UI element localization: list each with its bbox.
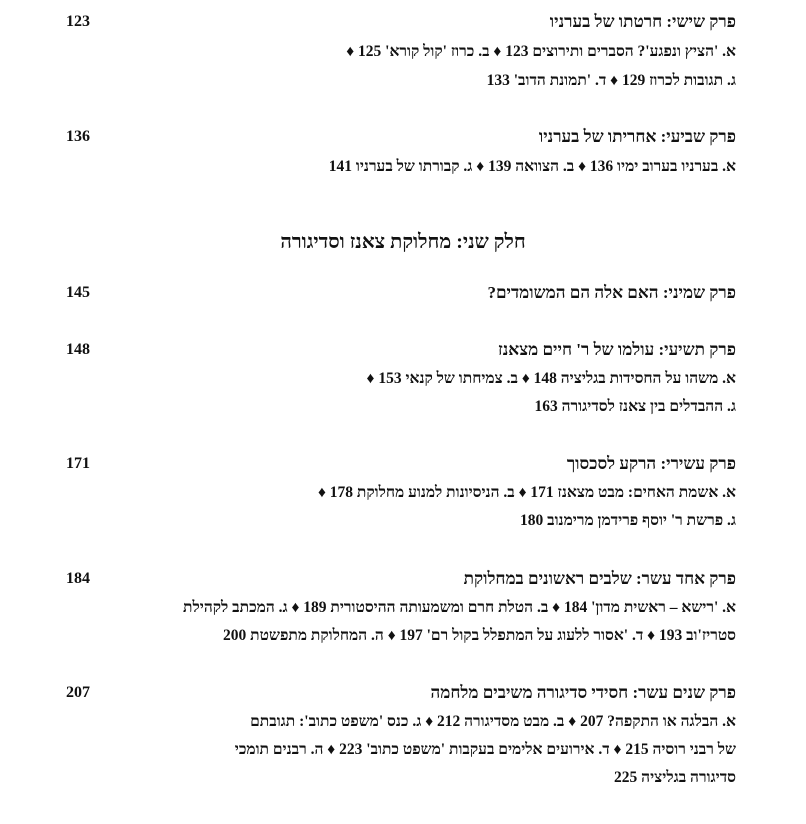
chapter-title: פרק שביעי: אחריתו של בערניו: [538, 127, 736, 146]
subsection-line: א. בערניו בערוב ימיו 136 ♦ ב. הצוואה 139 ♦ ג. קבורתו של בערניו 141: [328, 158, 736, 175]
page-number: 184: [66, 570, 90, 587]
page-number: 148: [66, 341, 90, 358]
subsection-line: ג. תגובות לכרוז 129 ♦ ד. 'תמונת הדוב' 133: [486, 72, 736, 89]
subsection-line: ג. ההבדלים בין צאנז לסדיגורה 163: [534, 398, 736, 415]
chapter-title: פרק עשירי: הרקע לסכסוך: [566, 454, 736, 473]
page-number: 207: [66, 684, 90, 701]
subsection-line: ג. פרשת ר' יוסף פרידמן מרימנוב 180: [520, 512, 736, 529]
subsection-line: א. 'הציץ ונפגע'? הסברים ותירוצים 123 ♦ ב. כרוז 'קול קורא' 125 ♦: [346, 43, 736, 60]
chapter-title: פרק אחד עשר: שלבים ראשונים במחלוקת: [463, 569, 736, 588]
chapter-title: פרק תשיעי: עולמו של ר' חיים מצאנז: [498, 340, 736, 359]
subsection-line: של רבני רוסיה 215 ♦ ד. אירועים אלימים בעקבות 'משפט כתוב' 223 ♦ ה. רבנים תומכי: [234, 741, 736, 758]
subsection-line: א. הבלגה או התקפה? 207 ♦ ב. מבט מסדיגורה 212 ♦ ג. כנס 'משפט כתוב': תגובתם: [250, 713, 736, 730]
chapter-title: פרק שנים עשר: חסידי סדיגורה משיבים מלחמה: [430, 683, 736, 702]
page-number: 123: [66, 13, 90, 30]
chapter-title: פרק שישי: חרטתו של בערניו: [549, 12, 736, 31]
subsection-line: סדיגורה בגליציה 225: [614, 769, 736, 786]
subsection-line: סטריז'וב 193 ♦ ד. 'אסור ללעוג על המתפלל בקול רם' 197 ♦ ה. המחלוקת מתפשטת 200: [223, 627, 736, 644]
chapter-title: פרק שמיני: האם אלה הם המשומדים?: [487, 283, 736, 302]
subsection-line: א. משהו על החסידות בגליציה 148 ♦ ב. צמיחתו של קנאי 153 ♦: [366, 370, 736, 387]
subsection-line: א. 'רישא – ראשית מדון' 184 ♦ ב. הטלת חרם ומשמעותה ההיסטורית 189 ♦ ג. המכתב לקהילת: [183, 599, 736, 616]
subsection-line: א. אשמת האחים: מבט מצאנז 171 ♦ ב. הניסיונות למנוע מחלוקת 178 ♦: [317, 484, 736, 501]
page-number: 145: [66, 284, 90, 301]
page-number: 171: [66, 455, 90, 472]
part-heading: חלק שני: מחלוקת צאנז וסדיגורה: [280, 231, 526, 253]
page-number: 136: [66, 128, 90, 145]
